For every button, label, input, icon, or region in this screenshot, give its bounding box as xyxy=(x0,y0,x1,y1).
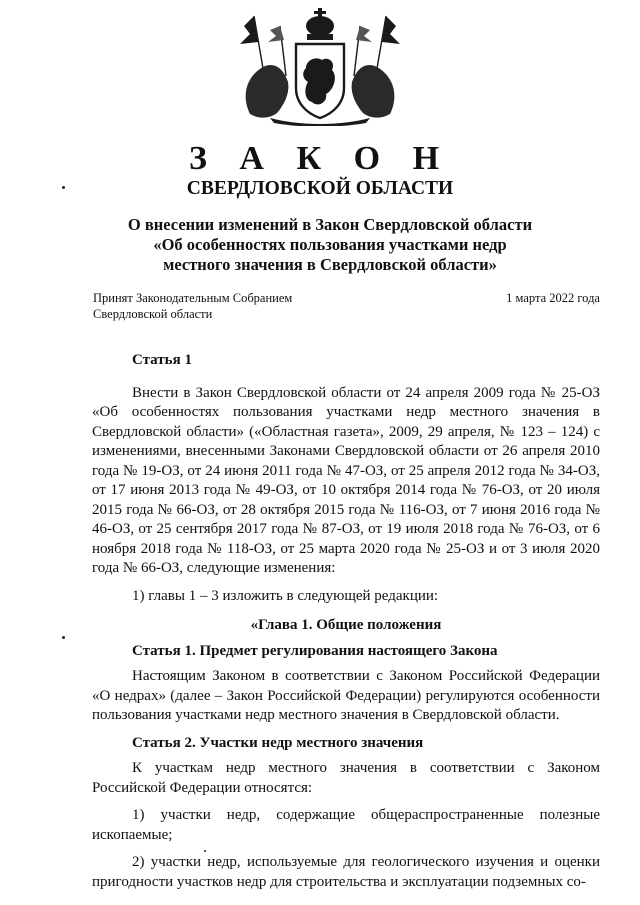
subtitle-line: «Об особенностях пользования участками недр xyxy=(153,235,507,254)
article-heading: Статья 1. Предмет регулирования настоящего Закона xyxy=(132,642,498,659)
adoption-line: Свердловской области xyxy=(93,306,213,321)
coat-of-arms-icon xyxy=(210,4,430,126)
subtitle-line: местного значения в Свердловской области» xyxy=(163,255,497,274)
document-region-title: СВЕРДЛОВСКОЙ ОБЛАСТИ xyxy=(186,178,454,199)
article-paragraph: Настоящим Законом в соответствии с Законом Российской Федерации «О недрах» (далее – Закон Российской Федерации) регулируются особенности пользования участками недр местного значения в Свердловской области. xyxy=(92,668,600,723)
scan-speck xyxy=(62,636,65,639)
subtitle-line: О внесении изменений в Закон Свердловской области xyxy=(127,215,533,234)
article-heading: Статья 1 xyxy=(132,352,192,368)
document-body xyxy=(92,351,600,892)
document-subtitle xyxy=(70,215,590,275)
list-item: 2) участки недр, используемые для геологического изучения и оценки пригодности участков недр для строительства и эксплуатации подземных со- xyxy=(92,854,600,890)
article-paragraph: Внести в Закон Свердловской области от 24 апреля 2009 года № 25-ОЗ «Об особенностях пользования участками недр местного значения в Свердловской области» («Областная газета», 2009, 29 апреля, № 123 – 124) с изменениями, внесенными Законами Свердловской области от 26 апреля 2010 года № 19-ОЗ, от 24 июня 2011 года № 47-ОЗ, от 25 апреля 2012 года № 34-ОЗ, от 17 июня 2013 года № 49-ОЗ, от 10 октября 2014 года № 76-ОЗ, от 20 июля 2015 года № 66-ОЗ, от 28 октября 2015 года № 116-ОЗ, от 7 июня 2016 года № 46-ОЗ, от 25 сентября 2017 года № 87-ОЗ, от 19 июля 2018 года № 76-ОЗ, от 6 ноября 2018 года № 118-ОЗ, от 25 марта 2020 года № 25-ОЗ и от 3 июля 2020 года № 66-ОЗ, следующие изменения: xyxy=(92,384,600,576)
article-heading: Статья 2. Участки недр местного значения xyxy=(132,734,424,751)
document-title: З А К О Н xyxy=(188,140,452,177)
article-paragraph: К участкам недр местного значения в соответствии с Законом Российской Федерации относятся: xyxy=(92,760,600,796)
chapter-heading: «Глава 1. Общие положения xyxy=(250,617,442,633)
list-item: 1) главы 1 – 3 изложить в следующей редакции: xyxy=(132,587,439,604)
scan-speck xyxy=(204,850,206,852)
coat-of-arms-emblem xyxy=(0,4,640,126)
adoption-authority xyxy=(93,291,292,322)
scan-speck xyxy=(62,186,65,189)
adoption-line: Принят Законодательным Собранием xyxy=(93,291,293,305)
adoption-date: 1 марта 2022 года xyxy=(506,291,600,305)
list-item: 1) участки недр, содержащие общераспространенные полезные ископаемые; xyxy=(92,807,600,843)
